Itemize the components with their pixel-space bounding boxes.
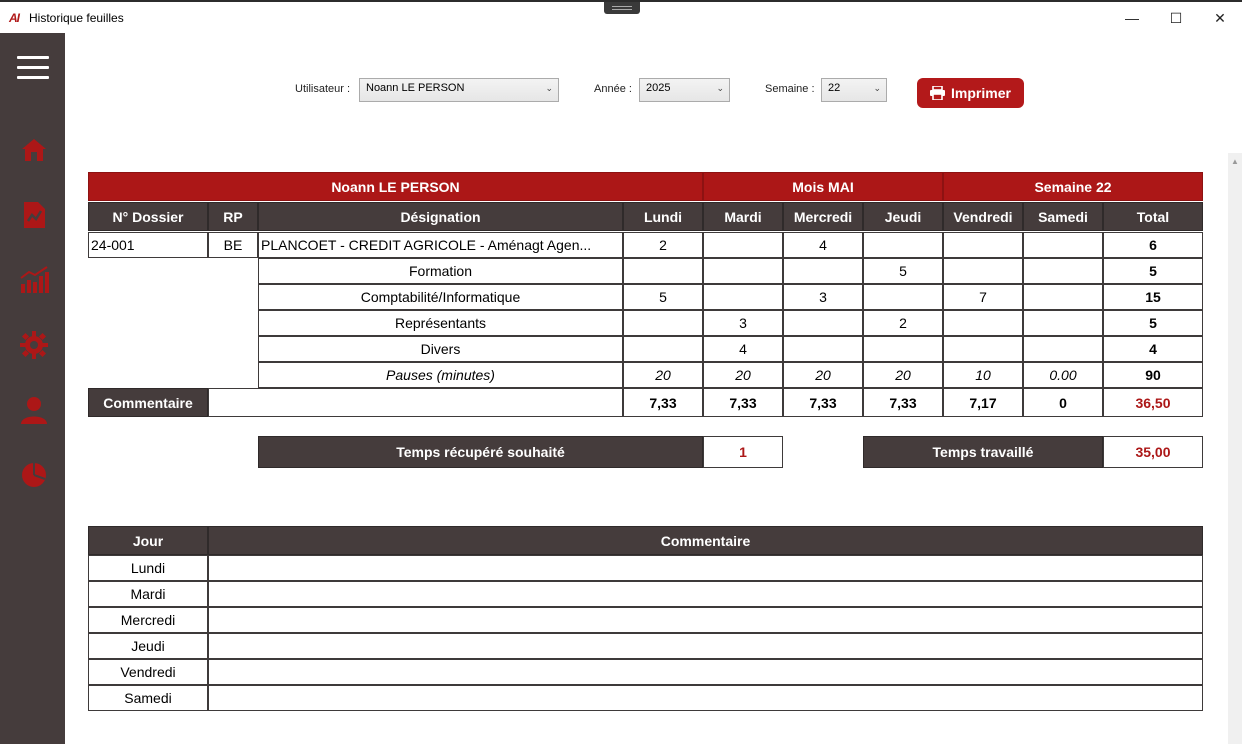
row-total-cell: 90 xyxy=(1103,362,1203,388)
gear-icon[interactable] xyxy=(18,329,50,361)
app-logo: AI xyxy=(9,11,19,25)
vertical-scrollbar[interactable] xyxy=(1228,153,1242,744)
day-hours-cell[interactable]: 20 xyxy=(863,362,943,388)
year-select[interactable] xyxy=(639,78,730,102)
day-hours-cell[interactable]: 20 xyxy=(783,362,863,388)
printer-icon xyxy=(930,86,945,100)
day-hours-cell[interactable]: 3 xyxy=(783,284,863,310)
day-label: Vendredi xyxy=(88,659,208,685)
day-comment-input[interactable] xyxy=(208,555,1203,581)
document-chart-icon[interactable] xyxy=(18,199,50,231)
day-hours-cell[interactable] xyxy=(1023,284,1103,310)
menu-icon[interactable] xyxy=(17,56,49,80)
day-hours-cell[interactable]: 2 xyxy=(863,310,943,336)
day-hours-cell[interactable] xyxy=(623,310,703,336)
user-icon[interactable] xyxy=(18,394,50,426)
day-total-cell: 0 xyxy=(1023,388,1103,417)
day-hours-cell[interactable] xyxy=(1023,336,1103,362)
column-header: N° Dossier xyxy=(88,202,208,231)
column-header: Vendredi xyxy=(943,202,1023,231)
day-hours-cell[interactable] xyxy=(623,258,703,284)
day-hours-cell[interactable] xyxy=(1023,232,1103,258)
day-hours-cell[interactable] xyxy=(943,336,1023,362)
row-total-cell: 15 xyxy=(1103,284,1203,310)
day-hours-cell[interactable] xyxy=(943,258,1023,284)
designation-cell: Représentants xyxy=(258,310,623,336)
column-header: Jeudi xyxy=(863,202,943,231)
column-header: Total xyxy=(1103,202,1203,231)
drag-handle[interactable] xyxy=(604,2,640,14)
worked-time-label: Temps travaillé xyxy=(863,436,1103,468)
designation-cell: Pauses (minutes) xyxy=(258,362,623,388)
chevron-down-icon: ⌄ xyxy=(716,83,724,93)
designation-cell: Formation xyxy=(258,258,623,284)
day-hours-cell[interactable] xyxy=(623,336,703,362)
day-hours-cell[interactable] xyxy=(783,258,863,284)
day-hours-cell[interactable] xyxy=(703,258,783,284)
recovered-time-input[interactable]: 1 xyxy=(703,436,783,468)
day-comment-input[interactable] xyxy=(208,581,1203,607)
rp-cell[interactable]: BE xyxy=(208,232,258,258)
day-label: Mercredi xyxy=(88,607,208,633)
column-header: Lundi xyxy=(623,202,703,231)
day-hours-cell[interactable] xyxy=(863,232,943,258)
day-total-cell: 7,17 xyxy=(943,388,1023,417)
user-select-value: Noann LE PERSON xyxy=(366,82,465,94)
day-label: Lundi xyxy=(88,555,208,581)
day-comment-input[interactable] xyxy=(208,607,1203,633)
day-hours-cell[interactable] xyxy=(863,336,943,362)
day-hours-cell[interactable] xyxy=(863,284,943,310)
user-select[interactable] xyxy=(359,78,559,102)
day-total-cell: 7,33 xyxy=(623,388,703,417)
day-total-cell: 7,33 xyxy=(703,388,783,417)
day-hours-cell[interactable] xyxy=(1023,310,1103,336)
day-hours-cell[interactable]: 4 xyxy=(783,232,863,258)
recovered-time-label: Temps récupéré souhaité xyxy=(258,436,703,468)
day-hours-cell[interactable]: 3 xyxy=(703,310,783,336)
week-select-value: 22 xyxy=(828,82,841,94)
scroll-up-icon[interactable]: ▲ xyxy=(1231,157,1239,166)
print-button[interactable] xyxy=(917,78,1024,108)
maximize-button[interactable]: ☐ xyxy=(1169,9,1183,26)
comment-label: Commentaire xyxy=(88,388,208,417)
user-label: Utilisateur : xyxy=(295,83,351,95)
day-hours-cell[interactable]: 4 xyxy=(703,336,783,362)
sidebar xyxy=(0,33,65,744)
banner-month: Mois MAI xyxy=(703,172,943,201)
row-total-cell: 5 xyxy=(1103,310,1203,336)
week-select[interactable] xyxy=(821,78,887,102)
day-hours-cell[interactable] xyxy=(783,310,863,336)
row-total-cell: 6 xyxy=(1103,232,1203,258)
designation-cell: Divers xyxy=(258,336,623,362)
filter-bar xyxy=(0,78,1242,104)
year-label: Année : xyxy=(594,83,632,95)
day-hours-cell[interactable] xyxy=(703,232,783,258)
pie-chart-icon[interactable] xyxy=(18,459,50,491)
bar-chart-icon[interactable] xyxy=(18,264,50,296)
designation-cell: Comptabilité/Informatique xyxy=(258,284,623,310)
dossier-cell[interactable]: 24-001 xyxy=(88,232,208,258)
day-total-cell: 7,33 xyxy=(783,388,863,417)
column-header: Désignation xyxy=(258,202,623,231)
day-comment-input[interactable] xyxy=(208,633,1203,659)
comment-column-header: Commentaire xyxy=(208,526,1203,555)
day-hours-cell[interactable] xyxy=(943,310,1023,336)
banner-week: Semaine 22 xyxy=(943,172,1203,201)
day-hours-cell[interactable]: 10 xyxy=(943,362,1023,388)
column-header: Mardi xyxy=(703,202,783,231)
day-comment-input[interactable] xyxy=(208,685,1203,711)
day-comment-input[interactable] xyxy=(208,659,1203,685)
day-hours-cell[interactable] xyxy=(943,232,1023,258)
window-title: Historique feuilles xyxy=(29,11,124,25)
day-label: Mardi xyxy=(88,581,208,607)
row-total-cell: 4 xyxy=(1103,336,1203,362)
column-header: Mercredi xyxy=(783,202,863,231)
year-select-value: 2025 xyxy=(646,82,671,94)
print-button-label: Imprimer xyxy=(951,85,1011,101)
designation-cell[interactable]: PLANCOET - CREDIT AGRICOLE - Aménagt Agen... xyxy=(258,232,623,258)
day-label: Jeudi xyxy=(88,633,208,659)
day-hours-cell[interactable]: 7 xyxy=(943,284,1023,310)
banner-user-name: Noann LE PERSON xyxy=(88,172,703,201)
home-icon[interactable] xyxy=(18,134,50,166)
day-hours-cell[interactable]: 0.00 xyxy=(1023,362,1103,388)
column-header: Samedi xyxy=(1023,202,1103,231)
grand-total-cell: 36,50 xyxy=(1103,388,1203,417)
week-label: Semaine : xyxy=(765,83,815,95)
day-label: Samedi xyxy=(88,685,208,711)
day-total-cell: 7,33 xyxy=(863,388,943,417)
minimize-button[interactable]: — xyxy=(1125,10,1139,26)
chevron-down-icon: ⌄ xyxy=(873,83,881,93)
day-hours-cell[interactable]: 5 xyxy=(863,258,943,284)
row-total-cell: 5 xyxy=(1103,258,1203,284)
day-hours-cell[interactable]: 20 xyxy=(703,362,783,388)
day-hours-cell[interactable]: 2 xyxy=(623,232,703,258)
chevron-down-icon: ⌄ xyxy=(545,83,553,93)
day-hours-cell[interactable] xyxy=(783,336,863,362)
column-header: RP xyxy=(208,202,258,231)
comment-input[interactable] xyxy=(208,388,623,417)
close-button[interactable]: ✕ xyxy=(1214,9,1226,26)
day-hours-cell[interactable] xyxy=(703,284,783,310)
day-column-header: Jour xyxy=(88,526,208,555)
day-hours-cell[interactable]: 5 xyxy=(623,284,703,310)
day-hours-cell[interactable]: 20 xyxy=(623,362,703,388)
day-hours-cell[interactable] xyxy=(1023,258,1103,284)
worked-time-value: 35,00 xyxy=(1103,436,1203,468)
